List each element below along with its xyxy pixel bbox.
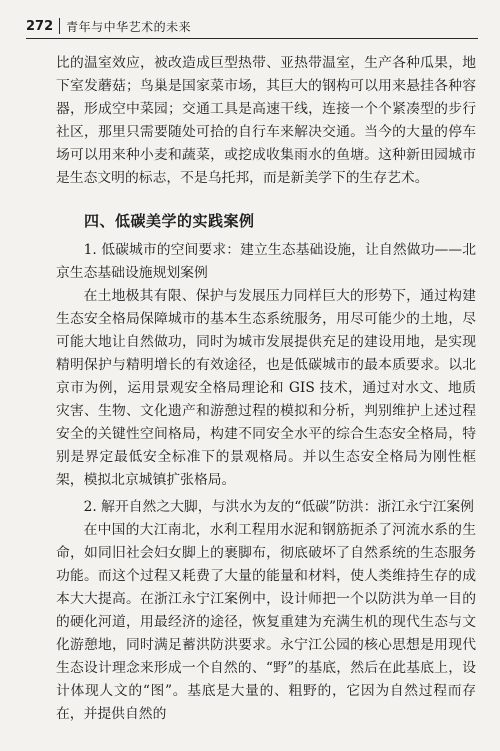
case-1-title: 1. 低碳城市的空间要求：建立生态基础设施，让自然做功——北京生态基础设施规划案例	[56, 242, 476, 281]
header-divider	[59, 18, 60, 34]
page-body	[56, 52, 476, 726]
case-1-body: 在土地极其有限、保护与发展压力同样巨大的形势下，通过构建生态安全格局保障城市的基本生态系统服务，用尽可能少的土地，尽可能大地让自然做功，同时为城市发展提供充足的建设用地，是实现精明保护与精明增长的有效途径，也是低碳城市的最本质要求。以北京市为例，运用景观安全格局理论和 GIS 技术，通过对水文、地质灾害、生物、文化遗产和游憩过程的模拟和分析，判别维护上述过程安全的关键性空间格局，构建不同安全水平的综合生态安全格局，特别是界定最低安全标准下的景观格局。并以生态安全格局为刚性框架，模拟北京城镇扩张格局。	[56, 288, 476, 488]
section-heading: 四、低碳美学的实践案例	[84, 212, 255, 230]
case-2-body: 在中国的大江南北，水利工程用水泥和钢筋扼杀了河流水系的生命，如同旧社会妇女脚上的裹脚布，彻底破坏了自然系统的生态服务功能。而这个过程又耗费了大量的能量和材料，使人类维持生存的成本大大提高。在浙江永宁江案例中，设计师把一个以防洪为单一目的的硬化河道，用最经济的途径，恢复重建为充满生机的现代生态与文化游憩地，同时满足蓄洪防洪要求。永宁江公园的核心思想是用现代生态设计理念来形成一个自然的、“野”的基底，然后在此基底上，设计体现人文的“图”。基底是大量的、粗野的，它因为自然过程而存在，并提供自然的	[56, 522, 476, 722]
running-header-title: 青年与中华艺术的未来	[66, 19, 192, 34]
intro-paragraph: 比的温室效应，被改造成巨型热带、亚热带温室，生产各种瓜果，地下室发蘑菇；鸟巢是国家菜市场，其巨大的钢构可以用来悬挂各种容器，形成空中菜园；交通工具是高速干线，连接一个个紧凑型的步行社区，那里只需要随处可拾的自行车来解决交通。当今的大量的停车场可以用来种小麦和蔬菜，或挖成收集雨水的鱼塘。这种新田园城市是生态文明的标志，不是乌托邦，而是新美学下的生存艺术。	[56, 55, 476, 186]
page-number: 272	[26, 18, 54, 34]
page-header	[26, 14, 478, 39]
case-2-title: 2. 解开自然之大脚，与洪水为友的“低碳”防洪：浙江永宁江案例	[83, 499, 474, 515]
